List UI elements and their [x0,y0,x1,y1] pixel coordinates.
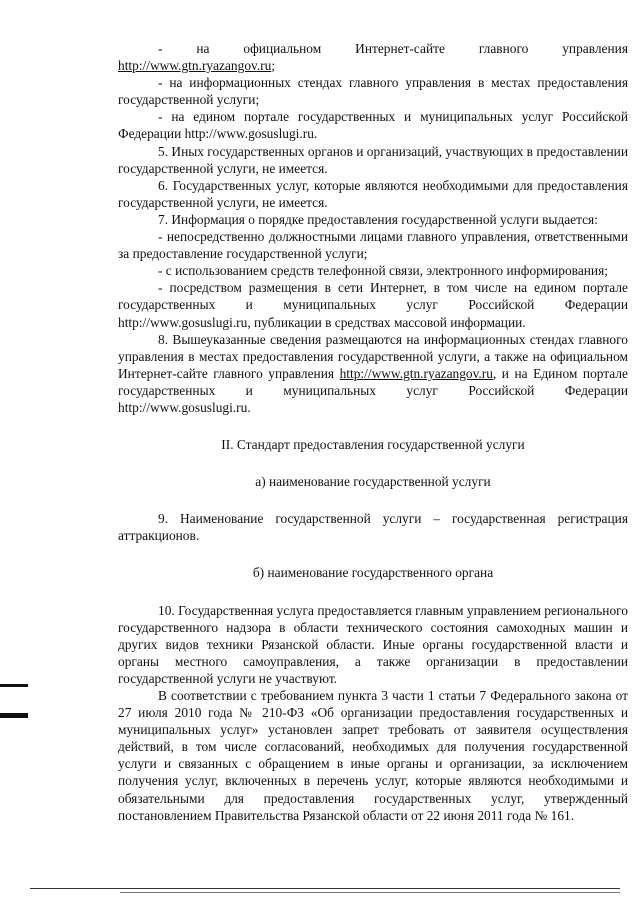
paragraph-7-item-internet: - посредством размещения в сети Интернет, в том числе на едином портале государственных и муниципальных услуг Российской Федерации http://www.gosuslugi.ru, публикации в средствах массовой информации. [118,280,628,330]
document-body [118,40,628,824]
subheading-a: а) наименование государственной услуги [255,474,491,490]
scan-margin-mark [0,713,28,718]
scan-bottom-line [30,888,620,889]
paragraph-5: 5. Иных государственных органов и организаций, участвующих в предоставлении государственной услуги, не имеется. [118,143,628,176]
paragraph-10: 10. Государственная услуга предоставляется главным управлением регионального государственного надзора в области технического состояния самоходных машин и других видов техники Рязанской области. Иные органы государственной власти и органы местного самоуправления, а также организации в предоставлении государственной услуги не участвуют. [118,602,628,686]
section-heading-ii: II. Стандарт предоставления государственной услуги [221,437,525,453]
bullet-official-site: - на официальном Интернет-сайте главного управления [158,41,628,56]
official-site-link-2[interactable]: http://www.gtn.ryazangov.ru [339,365,493,381]
paragraph-9: 9. Наименование государственной услуги – государственная регистрация аттракционов. [118,511,628,544]
scan-margin-mark [0,684,28,687]
official-site-link[interactable]: http://www.gtn.ryazangov.ru [118,58,272,74]
bullet-official-site-link: http://www.gtn.ryazangov.ru; [118,58,276,74]
bullet-info-stands: - на информационных стендах главного управления в местах предоставления государственной услуги; [118,75,628,108]
paragraph-7: 7. Информация о порядке предоставления государственной услуги выдается: [158,211,598,227]
paragraph-8: 8. Вышеуказанные сведения размещаются на информационных стендах главного управления в местах предоставления государственной услуги, а также на официальном Интернет-сайте главного управления http://www.gtn.ryazangov.ru, и на Едином портале государственных и муниципальных услуг Российской Федерации http://www.gosuslugi.ru. [118,331,628,415]
paragraph-6: 6. Государственных услуг, которые являются необходимыми для предоставления государственной услуги, не имеется. [118,177,628,210]
scan-bottom-line [120,892,620,893]
paragraph-7-item-officials: - непосредственно должностными лицами главного управления, ответственными за предоставление государственной услуги; [118,229,628,262]
paragraph-11: В соответствии с требованием пункта 3 части 1 статьи 7 Федерального закона от 27 июля 2010 года № 210-ФЗ «Об организации предоставления государственных и муниципальных услуг» установлен запрет требовать от заявителя осуществления действий, в том числе согласований, необходимых для получения государственной услуги и связанных с обращением в иные органы и организации, за исключением получения услуг, включенных в перечень услуг, которые являются необходимыми и обязательными для предоставления государственных услуг, утвержденный постановлением Правительства Рязанской области от 22 июня 2011 года № 161. [118,688,628,823]
subheading-b: б) наименование государственного органа [252,565,494,581]
paragraph-7-item-phone: - с использованием средств телефонной связи, электронного информирования; [158,263,608,279]
bullet-gosuslugi: - на едином портале государственных и муниципальных услуг Российской Федерации http://www.gosuslugi.ru. [118,109,628,142]
